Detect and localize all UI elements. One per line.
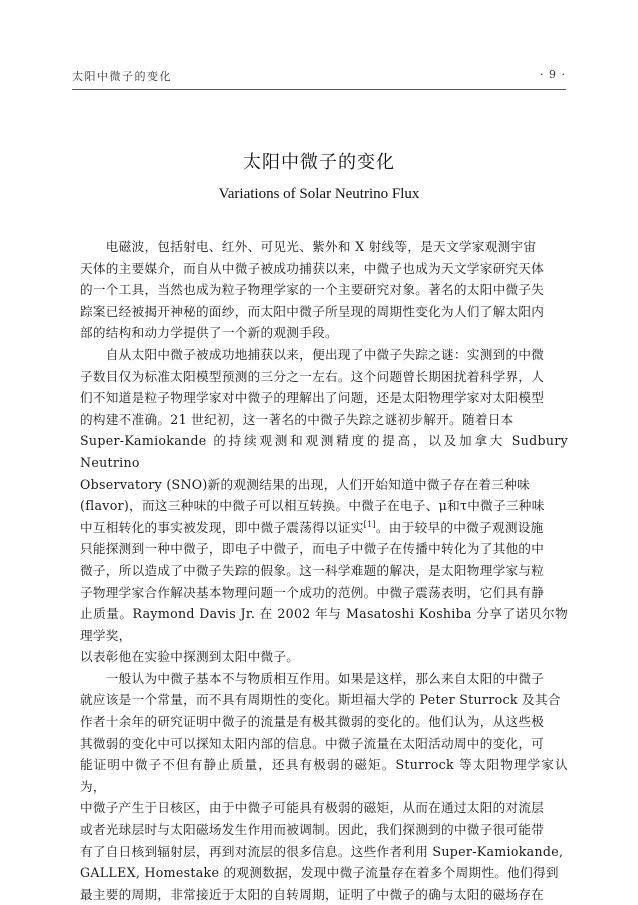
article-title-en: Variations of Solar Neutrino Flux	[218, 186, 420, 202]
body-line: 的一个工具，当然也成为粒子物理学家的一个主要研究对象。著名的太阳中微子失	[80, 282, 545, 298]
body-line: 微子，所以造成了中微子失踪的假象。这一科学难题的解决，是太阳物理学家与粒	[80, 562, 545, 578]
body-line: 有了自日核到辐射层，再到对流层的很多信息。这些作者利用 Super-Kamiokande,	[80, 843, 564, 859]
body-line: 子数目仅为标准太阳模型预测的三分之一左右。这个问题曾长期困扰着科学界，人	[80, 368, 545, 384]
running-header	[72, 68, 566, 84]
header-rule	[72, 89, 566, 90]
paragraph-1	[80, 236, 568, 344]
paragraph-2	[80, 344, 568, 668]
body-line: Super-Kamiokande 的持续观测和观测精度的提高，以及加拿大 Sudbury Neutrino	[80, 433, 568, 470]
citation-marker: [1]	[363, 519, 376, 529]
body-line: 或者光球层时与太阳磁场发生作用而被调制。因此，我们探测到的中微子很可能带	[80, 822, 545, 838]
body-line: 的构建不准确。21 世纪初，这一著名的中微子失踪之谜初步解开。随着日本	[80, 411, 514, 427]
article-body	[80, 236, 568, 905]
body-line: 止质量。Raymond Davis Jr. 在 2002 年与 Masatoshi Koshiba 分享了诺贝尔物理学奖，	[80, 606, 568, 643]
paragraph-3	[80, 668, 568, 905]
body-line: 以表彰他在实验中探测到太阳中微子。	[80, 649, 300, 665]
body-line: 踪案已经被揭开神秘的面纱，而太阳中微子所呈现的周期性变化为人们了解太阳内	[80, 303, 545, 319]
body-line: 子物理学家合作解决基本物理问题一个成功的范例。中微子震荡表明，它们具有静	[80, 584, 545, 600]
body-line: 们不知道是粒子物理学家对中微子的理解出了问题，还是太阳物理学家对太阳模型	[80, 390, 545, 406]
body-line: GALLEX, Homestake 的观测数据，发现中微子流量存在着多个周期性。他们得到	[80, 865, 559, 881]
body-line: 能证明中微子不但有静止质量，还具有极弱的磁矩。Sturrock 等太阳物理学家认为，	[80, 757, 568, 794]
body-line: 天体的主要媒介，而自从中微子被成功捕获以来，中微子也成为天文学家研究天体	[80, 260, 545, 276]
body-line: (flavor)，而这三种味的中微子可以相互转换。中微子在电子、μ和τ中微子三种味	[80, 498, 545, 514]
running-title: 太阳中微子的变化	[72, 70, 172, 83]
body-line: 一般认为中微子基本不与物质相互作用。如果是这样，那么来自太阳的中微子	[80, 670, 545, 686]
body-line: 作者十余年的研究证明中微子的流量是有极其微弱的变化的。他们认为，从这些极	[80, 714, 545, 730]
body-line: 最主要的周期，非常接近于太阳的自转周期，证明了中微子的确与太阳的磁场存在	[80, 886, 545, 902]
body-line: 部的结构和动力学提供了一个新的观测手段。	[80, 325, 338, 341]
body-line: 中微子产生于日核区，由于中微子可能具有极弱的磁矩，从而在通过太阳的对流层	[80, 800, 545, 816]
body-line: Observatory (SNO)新的观测结果的出现，人们开始知道中微子存在着三种味	[80, 476, 530, 492]
body-line: 就应该是一个常量，而不具有周期性的变化。斯坦福大学的 Peter Sturrock 及其合	[80, 692, 561, 708]
article-title-zh: 太阳中微子的变化	[243, 152, 395, 173]
page-number: · 9 ·	[540, 68, 566, 81]
body-line: 只能探测到一种中微子，即电子中微子，而电子中微子在传播中转化为了其他的中	[80, 541, 545, 557]
body-line: 自从太阳中微子被成功地捕获以来，便出现了中微子失踪之谜：实测到的中微	[80, 346, 545, 362]
body-line: 其微弱的变化中可以探知太阳内部的信息。中微子流量在太阳活动周中的变化，可	[80, 735, 545, 751]
body-line: 中互相转化的事实被发现，即中微子震荡得以证实[1]。由于较早的中微子观测设施	[80, 519, 544, 535]
body-line: 电磁波，包括射电、红外、可见光、紫外和 X 射线等，是天文学家观测宇宙	[80, 239, 537, 254]
